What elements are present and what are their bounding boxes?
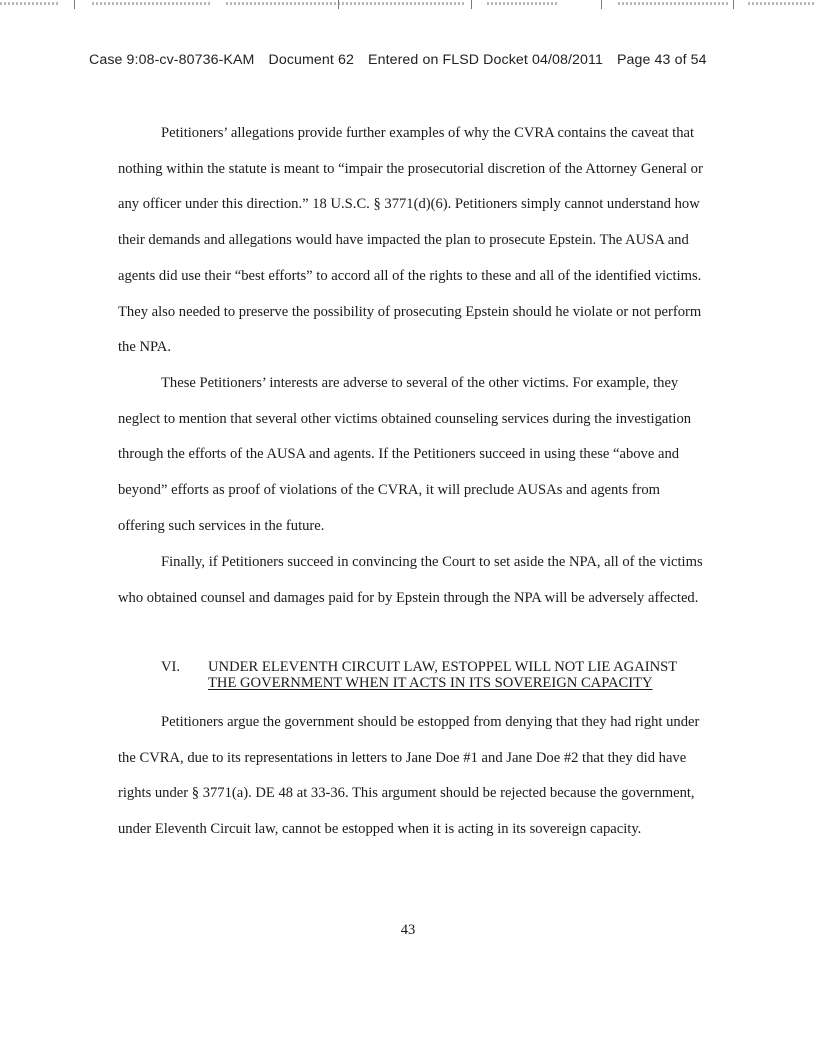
case-number: Case 9:08-cv-80736-KAM xyxy=(89,52,255,68)
section-number: VI. xyxy=(161,659,181,675)
page-indicator: Page 43 of 54 xyxy=(616,52,707,68)
document-number: Document 62 xyxy=(268,52,354,68)
scan-mark xyxy=(226,2,466,5)
scan-mark xyxy=(487,2,557,5)
section-heading-line-1: UNDER ELEVENTH CIRCUIT LAW, ESTOPPEL WILL NOT LIE AGAINST xyxy=(208,659,678,675)
scan-artifact-border xyxy=(0,0,816,12)
docket-header xyxy=(89,52,749,68)
scan-tick xyxy=(74,0,75,9)
paragraph-adverse-interests: These Petitioners’ interests are adverse to several of the other victims. For example, they neglect to mention that several other victims obtained counseling services during the investigation through the efforts of the AUSA and agents. If the Petitioners succeed in using these “above and beyond” efforts as proof of violations of the CVRA, it will preclude AUSAs and agents from offering such services in the future. xyxy=(118,375,692,534)
page-number: 43 xyxy=(400,922,416,938)
scan-tick xyxy=(338,0,339,9)
section-heading-line-2: THE GOVERNMENT WHEN IT ACTS IN ITS SOVEREIGN CAPACITY xyxy=(208,675,653,691)
scan-tick xyxy=(601,0,602,9)
docket-entry: Entered on FLSD Docket 04/08/2011 xyxy=(368,52,603,68)
scan-mark xyxy=(92,2,212,5)
paragraph-estoppel-argument: Petitioners argue the government should be estopped from denying that they had right under the CVRA, due to its representations in letters to Jane Doe #1 and Jane Doe #2 that they did have rights under § 3771(a). DE 48 at 33-36. This argument should be rejected because the government, under Eleventh Circuit law, cannot be estopped when it is acting in its sovereign capacity. xyxy=(118,714,700,838)
scan-mark xyxy=(0,2,60,5)
paragraph-cvra-caveat: Petitioners’ allegations provide further examples of why the CVRA contains the caveat that nothing within the statute is meant to “impair the prosecutorial discretion of the Attorney General or any officer under this direction.” 18 U.S.C. § 3771(d)(6). Petitioners simply cannot understand how their demands and allegations would have impacted the plan to prosecute Epstein. The AUSA and agents did use their “best efforts” to accord all of the rights to these and all of the identified victims. They also needed to preserve the possibility of prosecuting Epstein should he violate or not perform the NPA. xyxy=(118,125,703,356)
scan-mark xyxy=(618,2,730,5)
scan-tick xyxy=(471,0,472,9)
scan-mark xyxy=(748,2,816,5)
scan-tick xyxy=(733,0,734,9)
paragraph-set-aside-npa: Finally, if Petitioners succeed in convincing the Court to set aside the NPA, all of the victims who obtained counsel and damages paid for by Epstein through the NPA will be adversely affected. xyxy=(118,554,703,606)
